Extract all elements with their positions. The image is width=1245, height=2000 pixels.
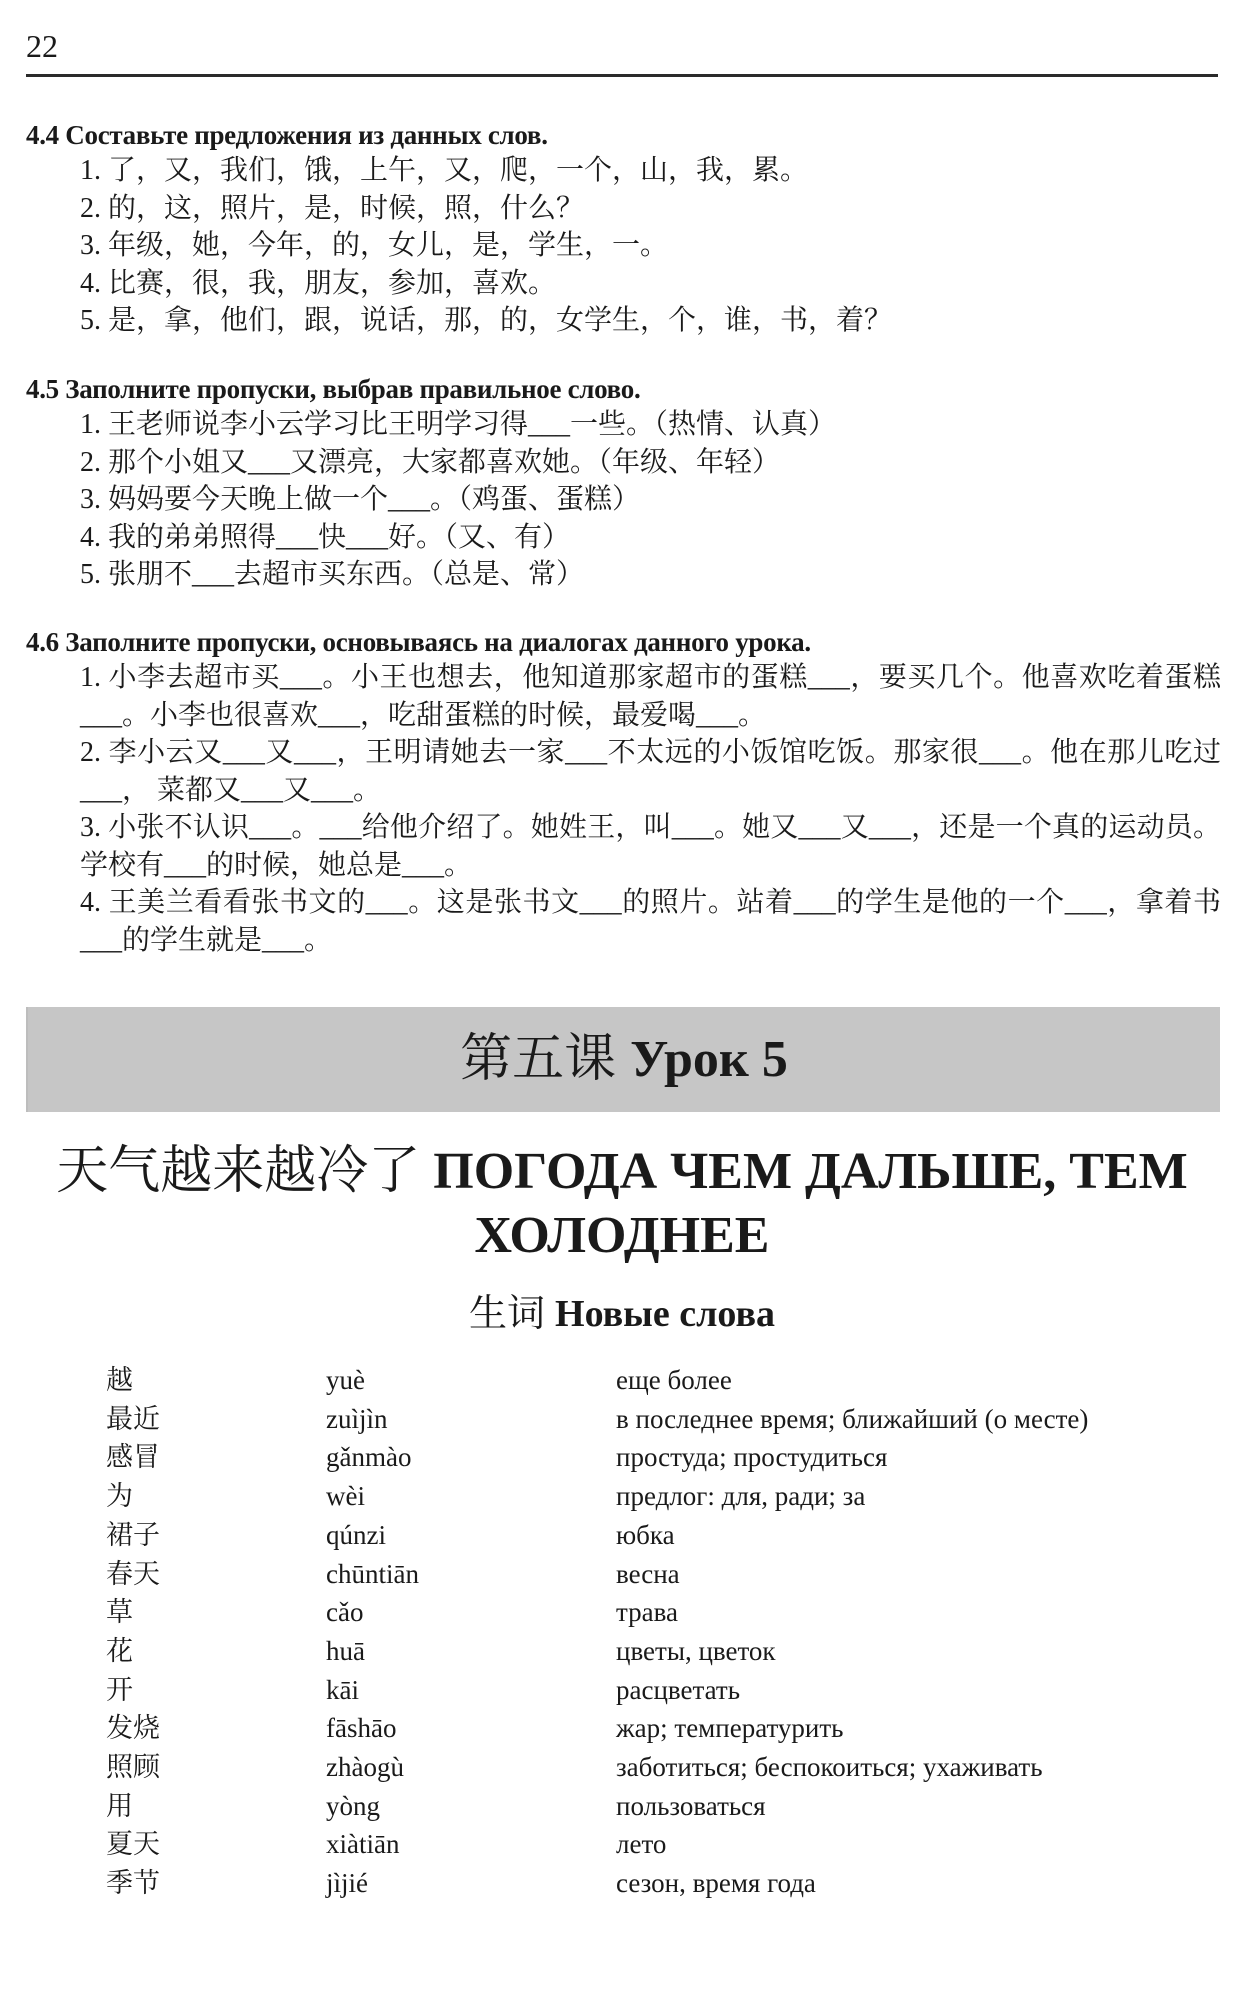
vocab-pinyin: jìjié: [326, 1868, 368, 1899]
exercise-4-6: [26, 625, 1221, 959]
vocab-hanzi: 夏天: [106, 1829, 160, 1860]
exercise-item: 2. 李小云又___又___，王明请她去一家___不太远的小饭馆吃饭。那家很___。他在那儿吃过___， 菜都又___又___。: [80, 737, 1221, 806]
exercise-title: 4.4 Составьте предложения из данных слов.: [26, 120, 548, 150]
vocab-translation: сезон, время года: [616, 1868, 816, 1899]
exercise-items: [26, 152, 1221, 340]
vocab-pinyin: qúnzi: [326, 1519, 386, 1550]
exercise-item: 2. 那个小姐又___又漂亮，大家都喜欢她。（年级、年轻）: [80, 446, 781, 478]
vocab-translation: расцветать: [616, 1674, 741, 1705]
vocab-pinyin: gǎnmào: [326, 1442, 412, 1473]
vocab-pinyin: yuè: [326, 1365, 365, 1395]
lesson-title-ru-line1: ПОГОДА ЧЕМ ДАЛЬШЕ, ТЕМ: [433, 1143, 1188, 1200]
vocabulary-body: [106, 1361, 1088, 1903]
vocab-translation: в последнее время; ближайший (о месте): [616, 1403, 1089, 1434]
vocab-hanzi: 最近: [106, 1403, 160, 1434]
exercise-item: 4. 比赛，很，我，朋友，参加，喜欢。: [80, 267, 557, 299]
vocabulary-row: [106, 1593, 1088, 1632]
vocabulary-row: [106, 1361, 1088, 1400]
vocab-translation: пользоваться: [616, 1790, 766, 1821]
vocab-translation: юбка: [616, 1519, 675, 1550]
exercise-title: 4.5 Заполните пропуски, выбрав правильное слово.: [26, 374, 641, 404]
vocab-pinyin: huā: [326, 1635, 365, 1666]
vocabulary-row: [106, 1477, 1088, 1516]
vocabulary-row: [106, 1516, 1088, 1555]
exercise-item: 5. 是，拿，他们，跟，说话，那，的，女学生，个，谁，书，着？: [80, 305, 893, 336]
exercise-item: 5. 张朋不___去超市买东西。（总是、常）: [80, 559, 585, 590]
vocab-hanzi: 照顾: [106, 1752, 160, 1783]
vocabulary-row: [106, 1671, 1088, 1710]
vocab-pinyin: cǎo: [326, 1597, 364, 1628]
vocab-hanzi: 发烧: [106, 1713, 160, 1744]
vocab-hanzi: 开: [106, 1674, 133, 1705]
exercise-item: 4. 我的弟弟照得___快___好。（又、有）: [80, 521, 571, 553]
exercise-title: 4.6 Заполните пропуски, основываясь на диалогах данного урока.: [26, 627, 811, 657]
vocab-hanzi: 用: [106, 1790, 133, 1821]
vocab-hanzi: 裙子: [106, 1519, 160, 1550]
exercise-4-5: [26, 372, 1221, 594]
vocabulary-row: [106, 1555, 1088, 1594]
vocabulary-row: [106, 1709, 1088, 1748]
vocab-hanzi: 草: [106, 1597, 133, 1628]
vocab-pinyin: yòng: [326, 1790, 380, 1821]
vocabulary-row: [106, 1400, 1088, 1439]
exercise-item: 1. 了，又，我们，饿，上午，又，爬，一个，山，我，累。: [80, 155, 809, 186]
vocab-translation: простуда; простудиться: [616, 1442, 888, 1473]
exercise-item: 3. 年级，她，今年，的，女儿，是，学生，一。: [80, 230, 669, 261]
vocabulary-row: [106, 1864, 1088, 1903]
exercise-item: 1. 王老师说李小云学习比王明学习得___一些。（热情、认真）: [80, 409, 837, 440]
vocab-hanzi: 为: [106, 1481, 133, 1512]
exercise-items: [26, 406, 1221, 594]
vocabulary-row: [106, 1438, 1088, 1477]
lesson-title-zh: 天气越来越冷了: [56, 1143, 421, 1200]
header-rule: [26, 74, 1218, 77]
exercise-item: 4. 王美兰看看张书文的___。这是张书文___的照片。站着___的学生是他的一个___，拿着书___的学生就是___。: [80, 887, 1221, 956]
vocabulary-row: [106, 1748, 1088, 1787]
vocab-hanzi: 春天: [106, 1558, 160, 1589]
lesson-title: [26, 1140, 1218, 1268]
vocabulary-heading: [26, 1290, 1218, 1338]
vocab-translation: весна: [616, 1558, 680, 1589]
vocab-pinyin: fāshāo: [326, 1713, 397, 1744]
vocab-pinyin: zuìjìn: [326, 1403, 388, 1434]
lesson-number-ru: Урок 5: [630, 1030, 788, 1088]
vocab-translation: жар; температурить: [616, 1713, 844, 1744]
lesson-number-zh: 第五课: [460, 1030, 617, 1088]
vocab-pinyin: chūntiān: [326, 1558, 419, 1589]
vocab-translation: еще более: [616, 1365, 732, 1395]
vocab-hanzi: 花: [106, 1635, 133, 1666]
exercise-item: 3. 妈妈要今天晚上做一个___。（鸡蛋、蛋糕）: [80, 484, 641, 515]
vocab-pinyin: wèi: [326, 1481, 365, 1512]
lesson-banner: [26, 1007, 1220, 1112]
vocabulary-row: [106, 1787, 1088, 1826]
vocab-translation: трава: [616, 1597, 678, 1628]
vocabulary-heading-ru: Новые слова: [555, 1293, 775, 1335]
vocab-hanzi: 季节: [106, 1868, 160, 1899]
vocab-hanzi: 感冒: [106, 1442, 160, 1473]
vocabulary-row: [106, 1825, 1088, 1864]
vocab-pinyin: kāi: [326, 1674, 359, 1705]
vocab-translation: заботиться; беспокоиться; ухаживать: [616, 1752, 1043, 1783]
vocabulary-row: [106, 1632, 1088, 1671]
exercise-4-4: [26, 118, 1221, 340]
vocab-pinyin: zhàogù: [326, 1752, 404, 1783]
vocabulary-table: [106, 1361, 1088, 1903]
exercise-item: 3. 小张不认识___。___给他介绍了。她姓王，叫___。她又___又___，还是一个真的运动员。学校有___的时候，她总是___。: [80, 812, 1221, 881]
exercise-item: 1. 小李去超市买___。小王也想去，他知道那家超市的蛋糕___，要买几个。他喜欢吃着蛋糕___。小李也很喜欢___，吃甜蛋糕的时候，最爱喝___。: [80, 662, 1221, 731]
vocab-pinyin: xiàtiān: [326, 1829, 400, 1860]
lesson-title-ru-line2: ХОЛОДНЕЕ: [474, 1207, 770, 1264]
page-number: 22: [26, 28, 58, 64]
vocab-hanzi: 越: [106, 1365, 133, 1395]
exercise-items: [26, 659, 1221, 959]
exercise-item: 2. 的，这，照片，是，时候，照，什么？: [80, 192, 585, 224]
vocabulary-heading-zh: 生词: [469, 1293, 546, 1335]
vocab-translation: лето: [616, 1829, 667, 1860]
vocab-translation: цветы, цветок: [616, 1635, 776, 1666]
vocab-translation: предлог: для, ради; за: [616, 1481, 866, 1512]
